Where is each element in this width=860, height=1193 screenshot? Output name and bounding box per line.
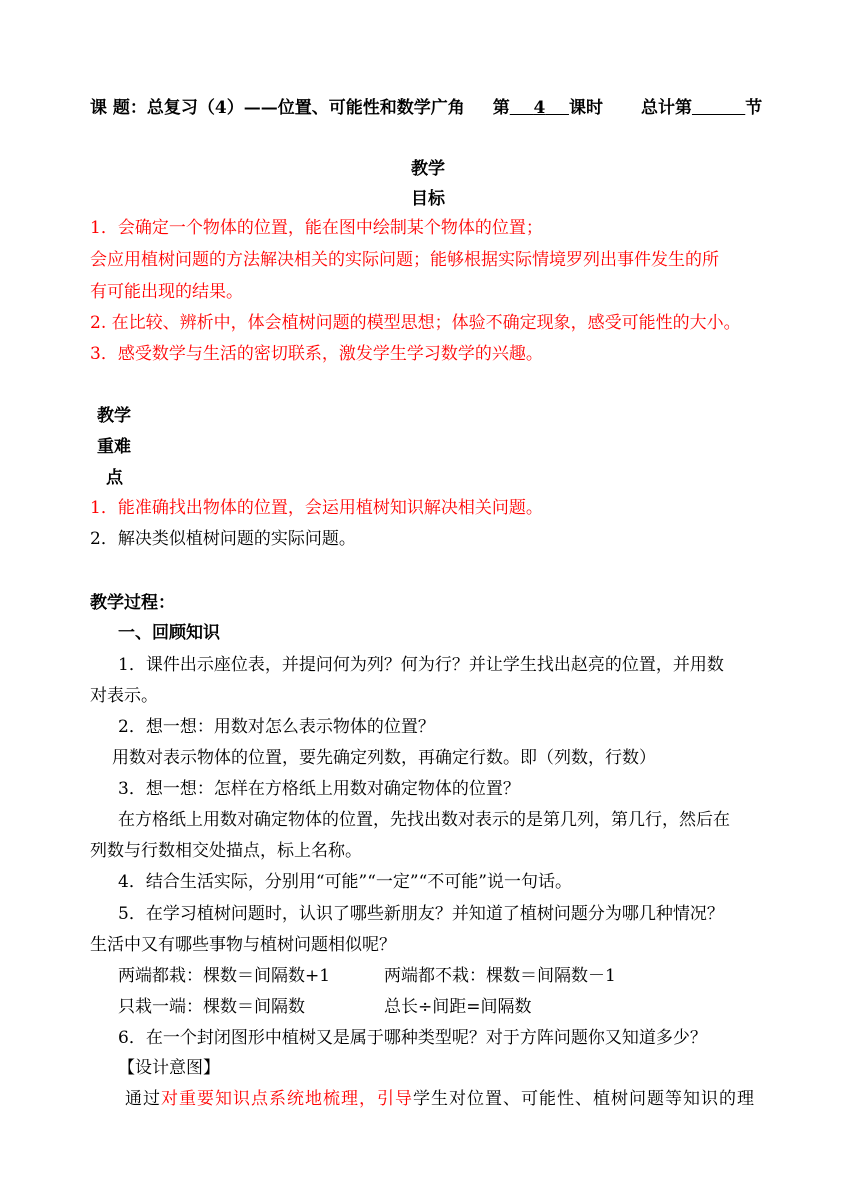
objectives-heading-2: 目标 bbox=[411, 189, 445, 209]
process-line: 4．结合生活实际，分别用“可能”“一定”“不可能”说一句话。 bbox=[118, 872, 572, 892]
objective-item: 2. 在比较、辨析中，体会植树问题的模型思想；体验不确定现象，感受可能性的大小。 bbox=[90, 313, 741, 333]
objective-item: 有可能出现的结果。 bbox=[90, 282, 243, 302]
process-line: 用数对表示物体的位置，要先确定列数，再确定行数。即（列数，行数） bbox=[112, 748, 656, 768]
keypoint-item: 2．解决类似植树问题的实际问题。 bbox=[90, 529, 356, 549]
design-intent-heading: 【设计意图】 bbox=[118, 1058, 220, 1078]
process-line: 生活中又有哪些事物与植树问题相似呢？ bbox=[90, 935, 396, 955]
objective-item: 3．感受数学与生活的密切联系，激发学生学习数学的兴趣。 bbox=[90, 344, 543, 364]
process-line: 3．想一想：怎样在方格纸上用数对确定物体的位置？ bbox=[118, 779, 520, 799]
process-heading: 教学过程： bbox=[90, 593, 175, 613]
keypoints-heading-3: 点 bbox=[106, 468, 123, 488]
process-line: 列数与行数相交处描点，标上名称。 bbox=[90, 841, 362, 861]
keypoints-heading-1: 教学 bbox=[97, 406, 131, 426]
total-blank bbox=[692, 98, 745, 118]
process-line: 对表示。 bbox=[90, 686, 158, 706]
lesson-header bbox=[90, 97, 762, 119]
period-prefix: 第 bbox=[492, 98, 510, 118]
keypoints-heading-2: 重难 bbox=[97, 437, 131, 457]
process-line: 2．想一想：用数对怎么表示物体的位置？ bbox=[118, 717, 435, 737]
formula-one-end: 只栽一端：棵数＝间隔数 bbox=[118, 997, 305, 1017]
objectives-heading-1: 教学 bbox=[411, 159, 445, 179]
period-suffix: 课时 bbox=[568, 98, 603, 118]
objective-item: 会应用植树问题的方法解决相关的实际问题；能够根据实际情境罗列出事件发生的所 bbox=[90, 250, 719, 270]
process-line: 1．课件出示座位表，并提问何为列？何为行？并让学生找出赵亮的位置，并用数 bbox=[118, 655, 724, 675]
formula-total-length: 总长÷间距=间隔数 bbox=[384, 997, 532, 1017]
process-line: 5．在学习植树问题时，认识了哪些新朋友？并知道了植树问题分为哪几种情况？ bbox=[118, 904, 724, 924]
process-line-6: 6．在一个封闭图形中植树又是属于哪种类型呢？对于方阵问题你又知道多少？ bbox=[118, 1028, 707, 1048]
process-line: 在方格纸上用数对确定物体的位置，先找出数对表示的是第几列，第几行，然后在 bbox=[118, 810, 730, 830]
period-number: 4 bbox=[533, 98, 546, 118]
lesson-label: 课 题： bbox=[90, 98, 147, 118]
lesson-title: 总复习（4）——位置、可能性和数学广角 bbox=[146, 98, 465, 118]
formula-both-ends: 两端都栽：棵数＝间隔数+1 bbox=[118, 966, 331, 986]
design-intent-text: 通过对重要知识点系统地梳理，引导学生对位置、可能性、植树问题等知识的理 bbox=[125, 1089, 755, 1109]
objective-item: 1．会确定一个物体的位置，能在图中绘制某个物体的位置； bbox=[90, 218, 543, 238]
total-suffix: 节 bbox=[745, 98, 763, 118]
section-heading-review: 一、回顾知识 bbox=[118, 623, 220, 643]
formula-neither-end: 两端都不栽：棵数＝间隔数－1 bbox=[384, 966, 616, 986]
keypoint-item: 1．能准确找出物体的位置，会运用植树知识解决相关问题。 bbox=[90, 498, 543, 518]
total-prefix: 总计第 bbox=[640, 98, 692, 118]
